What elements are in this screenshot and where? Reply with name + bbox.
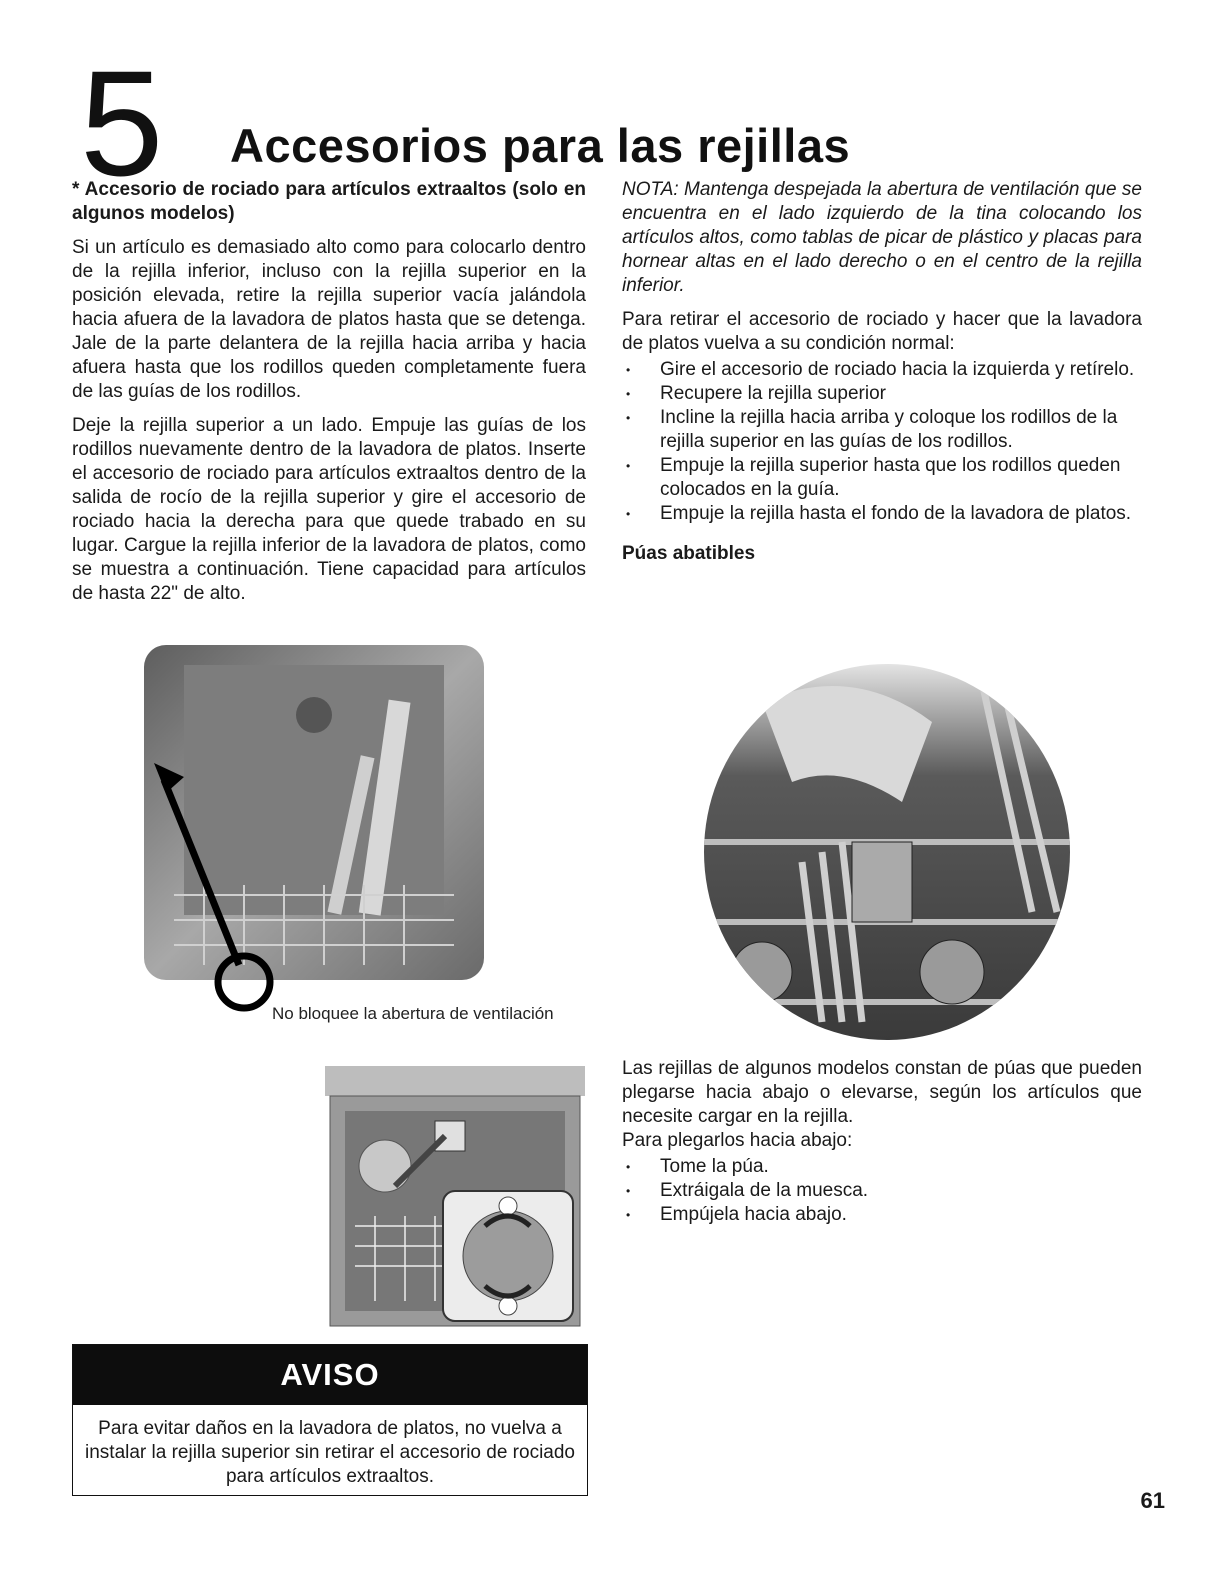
lower-rack-photo <box>144 645 484 980</box>
left-column <box>72 178 586 616</box>
spray-accessory-illustration <box>325 1066 585 1328</box>
paragraph-remove-rack: Si un artículo es demasiado alto como para colocarlo dentro de la rejilla inferior, incluso con la rejilla superior en la posición elevada, retire la rejilla superior vacía jalándola hacia afuera de la lavadora de platos hasta que se detenga. Jale de la parte delantera de la rejilla hacia arriba y hacia afuera hasta que los rodillos queden completamente fuera de las guías de los rodillos. <box>72 237 586 402</box>
remove-steps-list <box>622 358 1142 526</box>
list-item: • Empuje la rejilla superior hasta que los rodillos queden colocados en la guía. <box>622 454 1142 502</box>
folding-tines-photo <box>702 662 1072 1042</box>
paragraph-insert-accessory: Deje la rejilla superior a un lado. Empuje las guías de los rodillos nuevamente dentro de la lavadora de platos. Inserte el accesorio de rociado para artículos extraaltos dentro de la salida de rocío de la rejilla superior y gire el accesorio de rociado hacia la derecha para que quede trabado en su lugar. Cargue la rejilla inferior de la lavadora de platos, como se muestra a continuación. Tiene capacidad para artículos de hasta 22" de alto. <box>72 415 586 604</box>
list-item: • Incline la rejilla hacia arriba y coloque los rodillos de la rejilla superior en las guías de los rodillos. <box>622 406 1142 454</box>
right-column <box>622 178 1142 576</box>
warning-title: AVISO <box>73 1345 587 1405</box>
fold-intro: Para plegarlos hacia abajo: <box>622 1130 853 1151</box>
list-item: • Tome la púa. <box>622 1155 1142 1179</box>
tines-paragraph: Las rejillas de algunos modelos constan de púas que pueden plegarse hacia abajo o elevarse, según los artículos que necesite cargar en la rejilla. <box>622 1058 1142 1127</box>
list-item: • Recupere la rejilla superior <box>622 382 1142 406</box>
remove-intro: Para retirar el accesorio de rociado y hacer que la lavadora de platos vuelva a su condición normal: <box>622 309 1142 354</box>
warning-text: Para evitar daños en la lavadora de platos, no vuelva a instalar la rejilla superior sin retirar el accesorio de rociado para artículos extraaltos. <box>85 1418 575 1487</box>
chapter-number: 5 <box>80 39 164 207</box>
tines-section <box>622 1057 1142 1239</box>
note-text: NOTA: Mantenga despejada la abertura de ventilación que se encuentra en el lado izquierdo de la tina colocando los artículos altos, como tablas de picar de plástico y placas para hornear altas en el lado derecho o en el centro de la rejilla inferior. <box>622 179 1142 296</box>
fold-steps-list <box>622 1155 1142 1227</box>
list-item: • Extráigala de la muesca. <box>622 1179 1142 1203</box>
list-item: • Gire el accesorio de rociado hacia la izquierda y retírelo. <box>622 358 1142 382</box>
chapter-title: Accesorios para las rejillas <box>230 119 851 172</box>
section-heading: * Accesorio de rociado para artículos extraaltos (solo en algunos modelos) <box>72 179 586 224</box>
vent-circle-marker <box>212 950 276 1014</box>
figure-caption: No bloquee la abertura de ventilación <box>272 1004 554 1023</box>
list-item: • Empuje la rejilla hasta el fondo de la lavadora de platos. <box>622 502 1142 526</box>
list-item: • Empújela hacia abajo. <box>622 1203 1142 1227</box>
warning-box <box>72 1344 588 1496</box>
page-number: 61 <box>1140 1488 1165 1513</box>
tines-heading: Púas abatibles <box>622 543 756 564</box>
